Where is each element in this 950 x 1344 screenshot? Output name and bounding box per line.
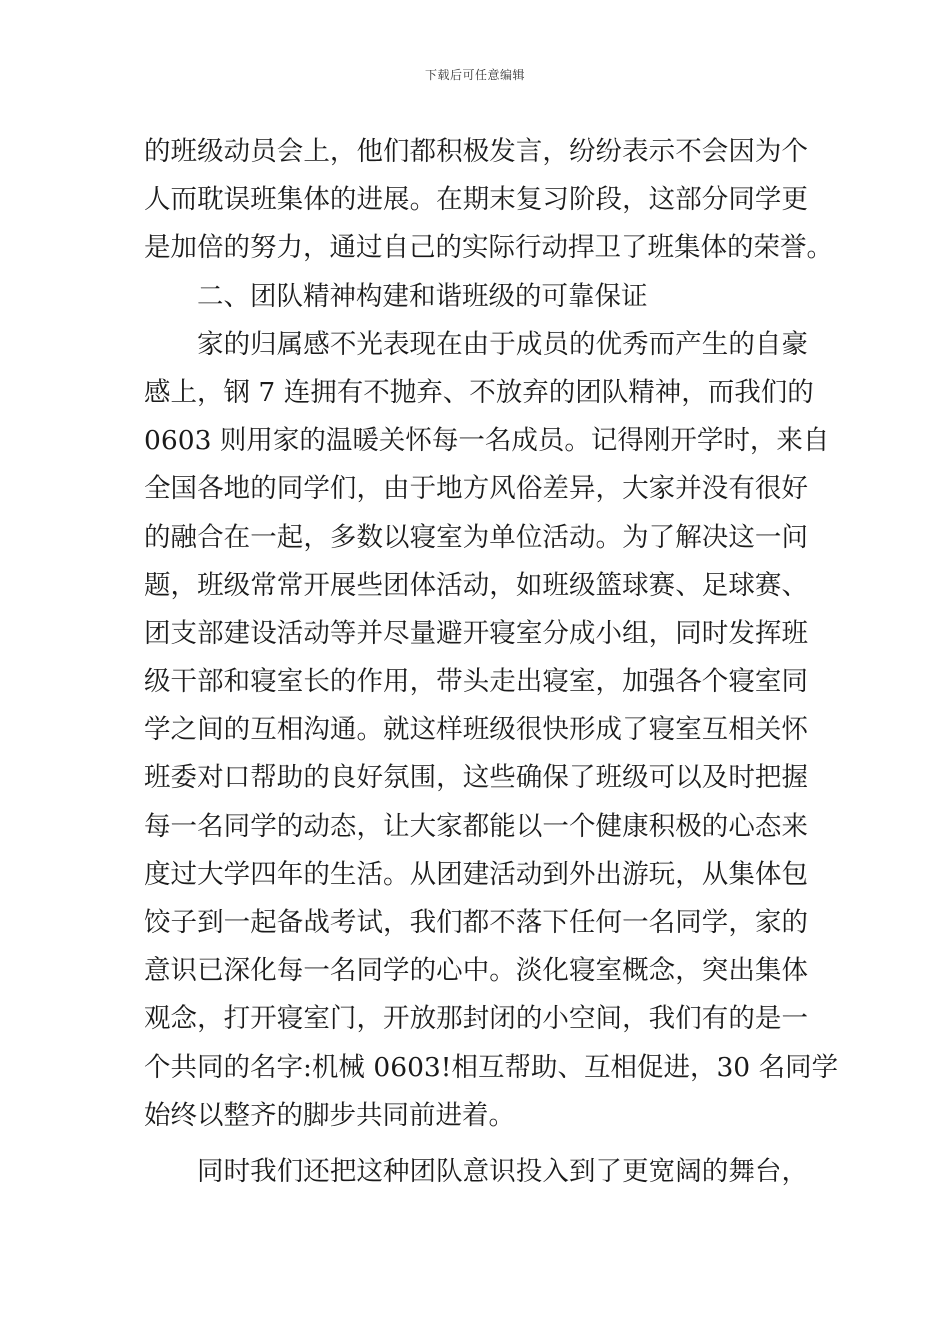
body-line: 学之间的互相沟通。就这样班级很快形成了寝室互相关怀 — [144, 714, 808, 746]
body-line: 家的归属感不光表现在由于成员的优秀而产生的自豪 — [197, 328, 808, 360]
body-line: 人而耽误班集体的进展。在期末复习阶段，这部分同学更 — [144, 184, 808, 216]
body-line: 感上，钢 7 连拥有不抛弃、不放弃的团队精神，而我们的 — [144, 376, 814, 408]
body-line: 同时我们还把这种团队意识投入到了更宽阔的舞台， — [197, 1155, 808, 1187]
page-header: 下载后可任意编辑 — [424, 68, 525, 82]
body-line: 级干部和寝室长的作用，带头走出寝室，加强各个寝室同 — [144, 666, 808, 698]
body-line: 个共同的名字:机械 0603!相互帮助、互相促进，30 名同学 — [144, 1051, 839, 1083]
body-line: 观念，打开寝室门，开放那封闭的小空间，我们有的是一 — [144, 1003, 808, 1035]
body-line: 每一名同学的动态，让大家都能以一个健康积极的心态来 — [144, 810, 808, 842]
body-line: 饺子到一起备战考试，我们都不落下任何一名同学，家的 — [144, 907, 808, 938]
body-line: 意识已深化每一名同学的心中。淡化寝室概念，突出集体 — [144, 955, 808, 987]
body-line: 的班级动员会上，他们都积极发言，纷纷表示不会因为个 — [144, 136, 808, 167]
body-line: 度过大学四年的生活。从团建活动到外出游玩，从集体包 — [144, 858, 808, 890]
body-line: 全国各地的同学们，由于地方风俗差异，大家并没有很好 — [144, 473, 808, 505]
body-line: 团支部建设活动等并尽量避开寝室分成小组，同时发挥班 — [144, 617, 808, 649]
body-line: 的融合在一起，多数以寝室为单位活动。为了解决这一问 — [144, 521, 808, 553]
document-body — [144, 128, 839, 1196]
body-line: 0603 则用家的温暖关怀每一名成员。记得刚开学时，来自 — [144, 425, 830, 457]
body-line: 题，班级常常开展些团体活动，如班级篮球赛、足球赛、 — [144, 569, 808, 601]
body-line: 是加倍的努力，通过自己的实际行动捍卫了班集体的荣誉。 — [144, 232, 833, 264]
body-line: 班委对口帮助的良好氛围，这些确保了班级可以及时把握 — [144, 762, 808, 794]
body-line: 始终以整齐的脚步共同前进着。 — [144, 1099, 515, 1131]
paragraph-gap — [144, 1140, 808, 1148]
section-heading: 二、团队精神构建和谐班级的可靠保证 — [197, 280, 648, 312]
